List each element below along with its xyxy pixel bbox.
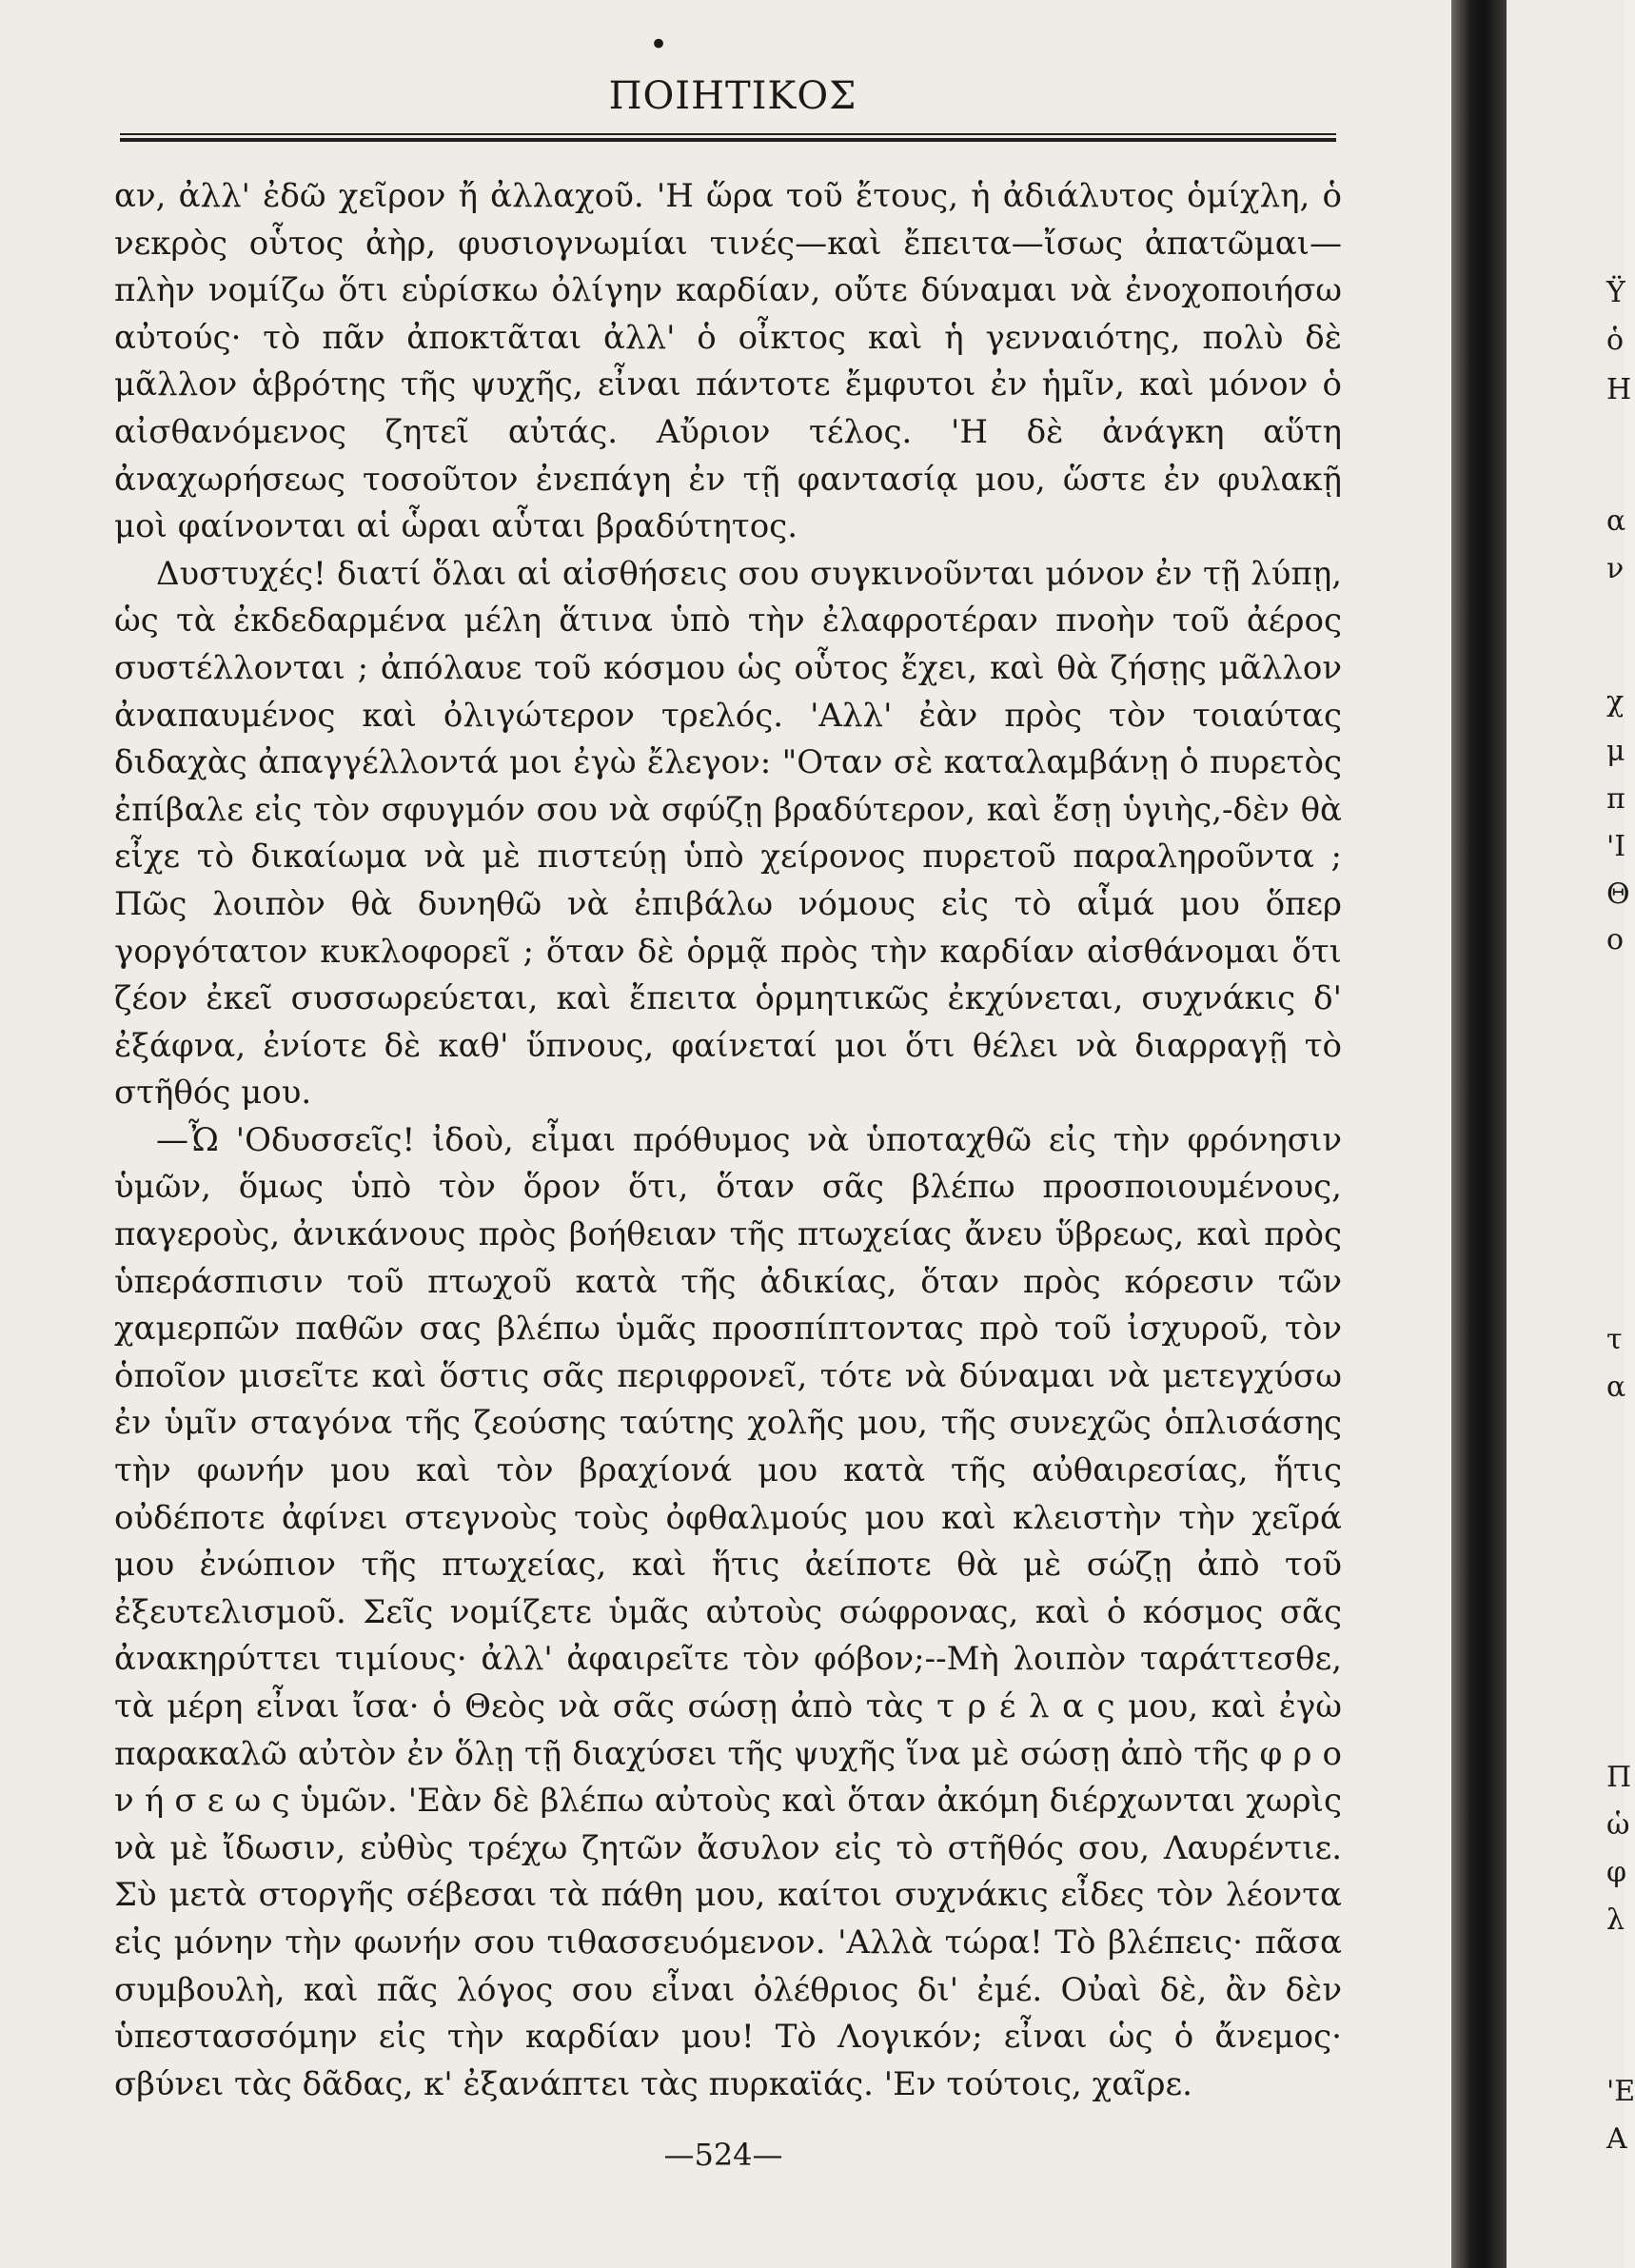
facing-page-mark: 'Ε <box>1606 2075 1635 2108</box>
paragraph-2: Δυστυχές! διατί ὅλαι αἱ αἰσθήσεις σου συγκινοῦνται μόνον ἐν τῇ λύπῃ, ὡς τὰ ἐκδεδαρμένα μέλη ἅτινα ὑπὸ τὴν ἐλαφροτέραν πνοὴν τοῦ ἀέρος συστέλλονται ; ἀπόλαυε τοῦ κόσμου ὡς οὗτος ἔχει, καὶ θὰ ζήσῃς μᾶλλον ἀναπαυμένος καὶ ὀλιγώτερον τρελός. 'Αλλ' ἐὰν πρὸς τὸν τοιαύτας διδαχὰς ἀπαγγέλλοντά μοι ἐγὼ ἔλεγον: "Οταν σὲ καταλαμβάνῃ ὁ πυρετὸς ἐπίβαλε εἰς τὸν σφυγμόν σου νὰ σφύζῃ βραδύτερον, καὶ ἔσῃ ὑγιὴς,-δὲν θὰ εἶχε τὸ δικαίωμα νὰ μὲ πιστεύῃ ὑπὸ χείρονος πυρετοῦ παραληροῦντα ; Πῶς λοιπὸν θὰ δυνηθῶ νὰ ἐπιβάλω νόμους εἰς τὸ αἷμά μου ὅπερ γοργότατον κυκλοφορεῖ ; ὅταν δὲ ὁρμᾷ πρὸς τὴν καρδίαν αἰσθάνομαι ὅτι ζέον ἐκεῖ συσσωρεύεται, καὶ ἔπειτα ὁρμητικῶς ἐκχύνεται, συχνάκις δ' ἐξάφνα, ἐνίοτε δὲ καθ' ὕπνους, φαίνεταί μοι ὅτι θέλει νὰ διαρραγῇ τὸ στῆθός μου. <box>114 554 1342 1113</box>
running-head: ΠΟΙΗΤΙΚΟΣ <box>608 74 857 118</box>
header-rule-thick <box>120 138 1336 142</box>
facing-page-mark: χ <box>1606 685 1625 719</box>
paragraph-3: —Ὦ 'Οδυσσεῖς! ἰδοὺ, εἶμαι πρόθυμος νὰ ὑποταχθῶ εἰς τὴν φρόνησιν ὑμῶν, ὅμως ὑπὸ τὸν ὅρον ὅτι, ὅταν σᾶς βλέπω προσποιουμένους, παγεροὺς, ἀνικάνους πρὸς βοήθειαν τῆς πτωχείας ἄνευ ὕβρεως, καὶ πρὸς ὑπεράσπισιν τοῦ πτωχοῦ κατὰ τῆς ἀδικίας, ὅταν πρὸς κόρεσιν τῶν χαμερπῶν παθῶν σας βλέπω ὑμᾶς προσπίπτοντας πρὸ τοῦ ἰσχυροῦ, τὸν ὁποῖον μισεῖτε καὶ ὅστις σᾶς περιφρονεῖ, τότε νὰ δύναμαι νὰ μετεγχύσω ἐν ὑμῖν σταγόνα τῆς ζεούσης ταύτης χολῆς μου, τῆς συνεχῶς ὁπλισάσης τὴν φωνήν μου καὶ τὸν βραχίονά μου κατὰ τῆς αὐθαιρεσίας, ἥτις οὐδέποτε ἀφίνει στεγνοὺς τοὺς ὀφθαλμούς μου καὶ κλειστὴν τὴν χεῖρά μου ἐνώπιον τῆς πτωχείας, καὶ ἥτις ἀείποτε θὰ μὲ σώζῃ ἀπὸ τοῦ ἐξευτελισμοῦ. Σεῖς νομίζετε ὑμᾶς αὐτοὺς σώφρονας, καὶ ὁ κόσμος σᾶς ἀνακηρύττει τιμίους· ἀλλ' ἀφαιρεῖτε τὸν φόβον;--Μὴ λοιπὸν ταράττεσθε, τὰ μέρη εἶναι ἴσα· ὁ Θεὸς νὰ σᾶς σώσῃ ἀπὸ τὰς τ ρ έ λ α ς μου, καὶ ἐγὼ παρακαλῶ αὐτὸν ἐν ὅλῃ τῇ διαχύσει τῆς ψυχῆς ἵνα μὲ σώσῃ ἀπὸ τῆς φ ρ ο ν ή σ ε ω ς ὑμῶν. 'Εὰν δὲ βλέπω αὐτοὺς καὶ ὅταν ἀκόμη διέρχωνται χωρὶς νὰ μὲ ἴδωσιν, εὐθὺς τρέχω ζητῶν ἄσυλον εἰς τὸ στῆθός σου, Λαυρέντιε. Σὺ μετὰ στοργῆς σέβεσαι τὰ πάθη μου, καίτοι συχνάκις εἶδες τὸν λέοντα εἰς μόνην τὴν φωνήν σου τιθασσευόμενον. 'Αλλὰ τώρα! Τὸ βλέπεις· πᾶσα συμβουλὴ, καὶ πᾶς λόγος σου εἶναι ὀλέθριος δι' ἐμέ. Οὐαὶ δὲ, ἂν δὲν ὑπεστασσόμην εἰς τὴν καρδίαν μου! Τὸ Λογικόν; εἶναι ὡς ὁ ἄνεμος· σβύνει τὰς δᾶδας, κ' ἐξανάπτει τὰς πυρκαϊάς. 'Εν τούτοις, χαῖρε. <box>114 1120 1342 2103</box>
facing-page-mark: ν <box>1606 552 1625 585</box>
facing-page-mark: μ <box>1606 735 1625 768</box>
page-number: —524— <box>663 2137 783 2173</box>
header-rule-thin <box>120 133 1336 135</box>
paragraph-1: αν, ἀλλ' ἐδῶ χεῖρον ἤ ἀλλαχοῦ. 'Η ὥρα τοῦ ἔτους, ἡ ἀδιάλυτος ὁμίχλη, ὁ νεκρὸς οὗτος ἀὴρ, φυσιογνωμίαι τινές—καὶ ἔπειτα—ἴσως ἀπατῶμαι—πλὴν νομίζω ὅτι εὑρίσκω ὀλίγην καρδίαν, οὔτε δύναμαι νὰ ἐνοχοποιήσω αὐτούς· τὸ πᾶν ἀποκτᾶται ἀλλ' ὁ οἶκτος καὶ ἡ γενναιότης, πολὺ δὲ μᾶλλον ἁβρότης τῆς ψυχῆς, εἶναι πάντοτε ἔμφυτοι ἐν ἡμῖν, καὶ μόνον ὁ αἰσθανόμενος ζητεῖ αὐτάς. Αὔριον τέλος. 'Η δὲ ἀνάγκη αὕτη ἀναχωρήσεως τοσοῦτον ἐνεπάγη ἐν τῇ φαντασίᾳ μου, ὥστε ἐν φυλακῇ μοὶ φαίνονται αἱ ὧραι αὗται βραδύτητος. <box>114 177 1342 546</box>
facing-page-mark: Ϋ <box>1606 276 1625 309</box>
facing-page-mark: Α <box>1606 2122 1627 2156</box>
facing-page-mark: Π <box>1606 1761 1632 1794</box>
facing-page-mark: Θ <box>1606 878 1630 911</box>
facing-page-mark: Η <box>1606 373 1632 406</box>
facing-page-mark: α <box>1606 504 1626 538</box>
facing-page-mark: ο <box>1606 923 1625 957</box>
facing-page-mark: π <box>1606 782 1625 816</box>
book-gutter <box>1451 0 1507 2268</box>
facing-page-mark: ὁ <box>1606 324 1625 357</box>
facing-page-mark: ὡ <box>1606 1808 1630 1842</box>
facing-page-mark: τ <box>1606 1323 1623 1356</box>
facing-page-mark: φ <box>1606 1856 1627 1889</box>
facing-page-mark: α <box>1606 1371 1626 1404</box>
ornament-dot: • <box>649 26 669 64</box>
body-text <box>114 173 1342 2108</box>
facing-page-mark: 'Ι <box>1606 830 1626 863</box>
facing-page-mark: λ <box>1606 1903 1625 1937</box>
